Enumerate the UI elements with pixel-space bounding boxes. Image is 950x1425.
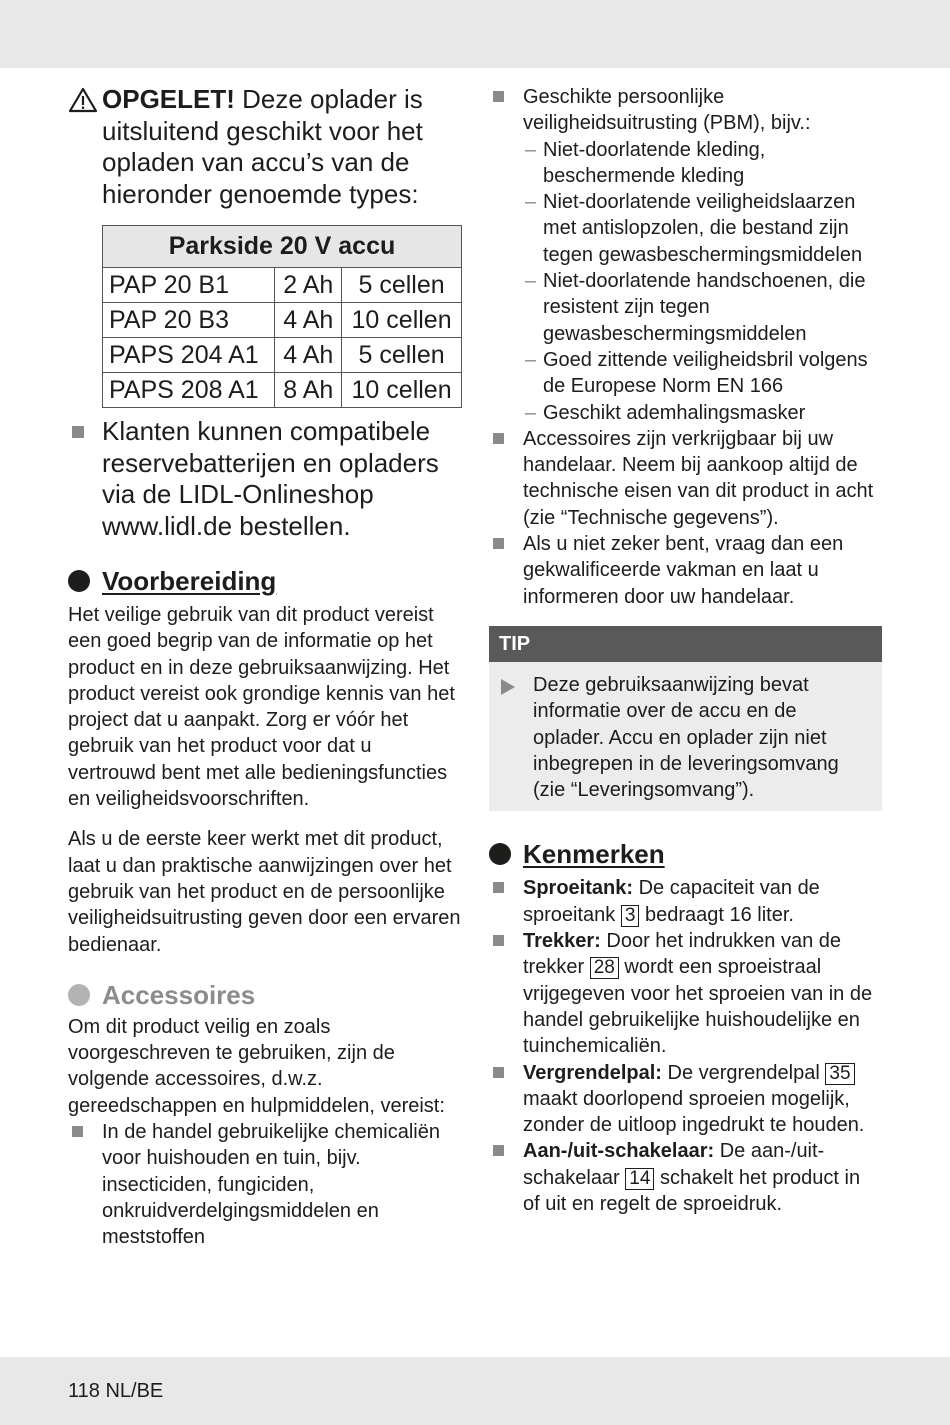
square-bullet-icon — [493, 1145, 504, 1156]
list-item — [68, 416, 463, 542]
feature-text: De capaciteit van de sproeitank — [523, 877, 820, 926]
pbm-list — [523, 137, 882, 426]
table-row — [103, 373, 462, 408]
table-cell: 5 cellen — [342, 338, 462, 373]
square-bullet-icon — [493, 433, 504, 444]
kenmerken-list — [489, 875, 882, 1217]
warning-notice — [68, 84, 463, 210]
top-band — [0, 0, 950, 68]
page-number: 118 NL/BE — [68, 1380, 164, 1402]
pbm-intro: Geschikte persoonlijke veiligheidsuitrusting (PBM), bijv.: — [523, 86, 811, 135]
voorbereiding-paragraph-2: Als u de eerste keer werkt met dit product, laat u dan praktische aanwijzingen over het gebruik van het product en de persoonlijke veiligheidsuitrusting geven door een ervaren bedienaar. — [68, 828, 461, 956]
table-cell: 5 cellen — [342, 268, 462, 303]
customers-list — [68, 416, 463, 542]
table-cell: 10 cellen — [342, 373, 462, 408]
tip-body — [489, 662, 882, 811]
list-item — [489, 928, 882, 1059]
feature-text: De vergrendelpal — [661, 1061, 826, 1084]
table-cell: PAP 20 B1 — [103, 268, 275, 303]
tip-label: TIP — [489, 626, 882, 662]
list-item — [489, 531, 882, 610]
dash-bullet: – — [525, 191, 537, 214]
table-cell: 10 cellen — [342, 303, 462, 338]
requirements-list — [489, 84, 882, 610]
square-bullet-icon — [493, 1067, 504, 1078]
list-item — [489, 426, 882, 531]
feature-text: schakelt het product in of uit en regelt de sproeidruk. — [523, 1166, 861, 1215]
pbm-item: Geschikt ademhalingsmasker — [543, 401, 806, 424]
section-heading-accessoires — [68, 978, 463, 1012]
square-bullet-icon — [72, 426, 84, 438]
table-cell: 2 Ah — [275, 268, 342, 303]
feature-text: bedraagt 16 liter. — [639, 903, 794, 926]
list-item — [489, 1138, 882, 1217]
square-bullet-icon — [493, 935, 504, 946]
bullet-dot-icon — [489, 843, 511, 865]
square-bullet-icon — [493, 538, 504, 549]
tip-text: Deze gebruiksaanwijzing bevat informatie over de accu en de oplader. Accu en oplader zijn niet inbegrepen in de leveringsomvang (zie “Leveringsomvang”). — [533, 673, 839, 802]
left-column — [68, 84, 463, 1251]
feature-term: Vergrendelpal: — [523, 1061, 662, 1084]
section-title: Voorbereiding — [102, 566, 277, 596]
feature-text: De aan-/uit-schakelaar — [523, 1140, 825, 1189]
list-item — [523, 400, 882, 426]
table-row — [103, 338, 462, 373]
accessoires-intro: Om dit product veilig en zoals voorgeschreven te gebruiken, zijn de volgende accessoires, d.w.z. gereedschappen en hulpmiddelen, vereist: — [68, 1015, 445, 1117]
battery-table-header: Parkside 20 V accu — [103, 226, 462, 268]
square-bullet-icon — [493, 91, 504, 102]
list-item — [523, 268, 882, 347]
section-heading-voorbereiding — [68, 564, 463, 598]
part-number: 3 — [621, 905, 640, 927]
table-cell: 4 Ah — [275, 338, 342, 373]
table-cell: 8 Ah — [275, 373, 342, 408]
table-row — [103, 268, 462, 303]
table-cell: PAPS 208 A1 — [103, 373, 275, 408]
part-number: 28 — [590, 957, 619, 979]
customers-note: Klanten kunnen compatibele reservebatterijen en opladers via de LIDL-Onlineshop www.lidl.de bestellen. — [102, 416, 439, 541]
list-item — [489, 84, 882, 426]
square-bullet-icon — [493, 882, 504, 893]
list-item — [523, 347, 882, 400]
section-title: Kenmerken — [523, 839, 665, 870]
dash-bullet: – — [525, 348, 537, 371]
feature-term: Trekker: — [523, 930, 601, 953]
table-cell: PAP 20 B3 — [103, 303, 275, 338]
bullet-dot-icon — [68, 570, 90, 592]
voorbereiding-paragraph-1: Het veilige gebruik van dit product vereist een goed begrip van de informatie op het product en in deze gebruiksaanwijzing. Het product vereist ook grondige kennis van het project dat u aanpakt. Zorg er vóór het gebruik van het product voor dat u vertrouwd bent met alle bedieningsfuncties en veiligheidsvoorschriften. — [68, 604, 455, 811]
unsure-text: Als u niet zeker bent, vraag dan een gekwalificeerde vakman en laat u informeren door uw handelaar. — [523, 533, 844, 608]
table-row — [103, 303, 462, 338]
list-item — [489, 1060, 882, 1139]
table-cell: PAPS 204 A1 — [103, 338, 275, 373]
dash-bullet: – — [525, 138, 537, 161]
tip-box — [489, 626, 882, 811]
warning-label: OPGELET! — [102, 84, 235, 114]
triangle-arrow-icon — [501, 679, 515, 695]
feature-term: Aan-/uit-schakelaar: — [523, 1140, 715, 1163]
dash-bullet: – — [525, 270, 537, 293]
part-number: 14 — [625, 1168, 654, 1190]
section-title: Accessoires — [102, 979, 256, 1010]
feature-term: Sproeitank: — [523, 877, 634, 900]
feature-text: wordt een sproeistraal vrijgegeven voor het sproeien van in de handel gebruikelijke huishoudelijke en tuinchemicaliën. — [523, 956, 873, 1058]
pbm-item: Goed zittende veiligheidsbril volgens de Europese Norm EN 166 — [543, 348, 868, 398]
list-item — [489, 875, 882, 928]
battery-table — [102, 225, 462, 408]
feature-text: maakt doorlopend sproeien mogelijk, zonder de uitloop ingedrukt te houden. — [523, 1087, 865, 1137]
pbm-item: Niet-doorlatende handschoenen, die resistent zijn tegen gewasbeschermingsmiddelen — [543, 270, 866, 345]
accessoires-list — [68, 1119, 463, 1250]
list-item — [523, 137, 882, 190]
square-bullet-icon — [72, 1126, 83, 1137]
bullet-dot-icon — [68, 984, 90, 1006]
section-heading-kenmerken — [489, 837, 882, 871]
warning-triangle-icon — [68, 87, 98, 113]
pbm-item: Niet-doorlatende kleding, beschermende kleding — [543, 138, 766, 187]
right-column — [489, 84, 882, 1217]
feature-text: Door het indrukken van de trekker — [523, 930, 841, 979]
accessories-dealer-text: Accessoires zijn verkrijgbaar bij uw handelaar. Neem bij aankoop altijd de technische eisen van dit product in acht (zie “Technische gegevens”). — [523, 427, 874, 529]
accessoires-item: In de handel gebruikelijke chemicaliën voor huishouden en tuin, bijv. insecticiden, fungiciden, onkruidverdelgingsmiddelen en meststoffen — [102, 1121, 440, 1249]
dash-bullet: – — [525, 401, 537, 424]
part-number: 35 — [825, 1063, 854, 1085]
pbm-item: Niet-doorlatende veiligheidslaarzen met antislopzolen, die bestand zijn tegen gewasbeschermingsmiddelen — [543, 191, 863, 266]
list-item — [523, 189, 882, 268]
list-item — [68, 1119, 463, 1250]
table-cell: 4 Ah — [275, 303, 342, 338]
warning-text: Deze oplader is uitsluitend geschikt voor het opladen van accu’s van de hieronder genoemde types: — [102, 84, 423, 209]
